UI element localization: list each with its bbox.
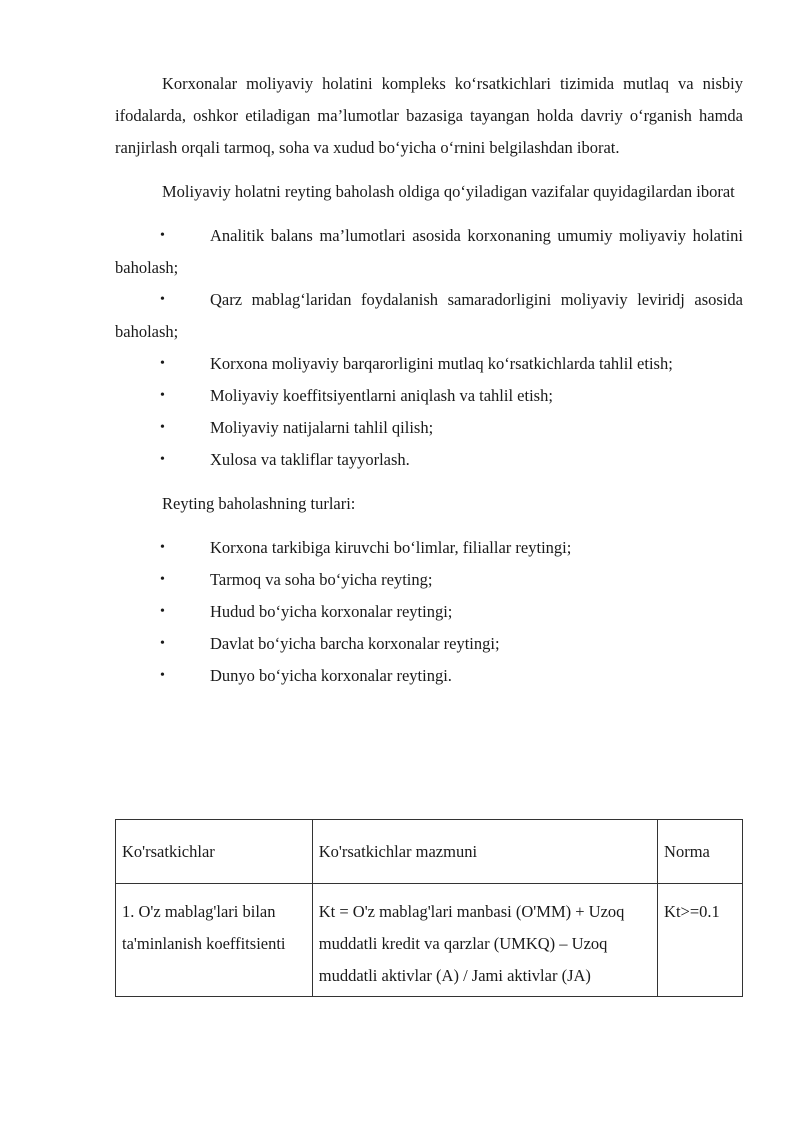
- list-item: • Analitik balans ma’lumotlari asosida korxonaning umumiy moliyaviy holatini baholash;: [115, 220, 743, 284]
- list-item: • Davlat bo‘yicha barcha korxonalar reytingi;: [115, 628, 743, 660]
- bullet-icon: •: [160, 668, 165, 683]
- bullet-icon: •: [160, 636, 165, 651]
- indicator-cell: 1. O'z mablag'lari bilan ta'minlanish koeffitsienti: [116, 884, 313, 997]
- intro-paragraph: Korxonalar moliyaviy holatini kompleks ko‘rsatkichlari tizimida mutlaq va nisbiy ifodalarda, oshkor etiladigan ma’lumotlar bazasiga tayangan holda davriy o‘rganish hamda ranjirlash orqali tarmoq, soha va xudud bo‘yicha o‘rnini belgilashdan iborat.: [115, 74, 743, 157]
- content-cell: Kt = O'z mablag'lari manbasi (O'MM) + Uzoq muddatli kredit va qarzlar (UMKQ) – Uzoq muddatli aktivlar (A) / Jami aktivlar (JA): [312, 884, 657, 997]
- list-item: • Korxona moliyaviy barqarorligini mutlaq ko‘rsatkichlarda tahlil etish;: [115, 348, 743, 380]
- tasks-list: [115, 220, 743, 476]
- column-header-indicators: Ko'rsatkichlar: [116, 820, 313, 884]
- indicators-table: [115, 819, 743, 997]
- bullet-icon: •: [160, 388, 165, 403]
- bullet-icon: •: [160, 452, 165, 467]
- bullet-icon: •: [160, 604, 165, 619]
- bullet-icon: •: [160, 572, 165, 587]
- table-header-row: [116, 820, 743, 884]
- list-item: • Xulosa va takliflar tayyorlash.: [115, 444, 743, 476]
- list-item: • Moliyaviy koeffitsiyentlarni aniqlash va tahlil etish;: [115, 380, 743, 412]
- rating-types-heading: Reyting baholashning turlari:: [162, 494, 356, 513]
- bullet-icon: •: [160, 420, 165, 435]
- bullet-icon: •: [160, 540, 165, 555]
- list-item: • Korxona tarkibiga kiruvchi bo‘limlar, filiallar reytingi;: [115, 532, 743, 564]
- column-header-norm: Norma: [658, 820, 743, 884]
- bullet-icon: •: [160, 228, 165, 243]
- norm-cell: Kt>=0.1: [658, 884, 743, 997]
- column-header-content: Ko'rsatkichlar mazmuni: [312, 820, 657, 884]
- bullet-icon: •: [160, 356, 165, 371]
- tasks-heading: Moliyaviy holatni reyting baholash oldiga qo‘yiladigan vazifalar quyidagilardan iborat: [162, 182, 735, 201]
- table-row: [116, 884, 743, 997]
- document-page: [115, 68, 743, 692]
- bullet-icon: •: [160, 292, 165, 307]
- list-item: • Hudud bo‘yicha korxonalar reytingi;: [115, 596, 743, 628]
- list-item: • Moliyaviy natijalarni tahlil qilish;: [115, 412, 743, 444]
- list-item: • Tarmoq va soha bo‘yicha reyting;: [115, 564, 743, 596]
- list-item: • Qarz mablag‘laridan foydalanish samaradorligini moliyaviy leviridj asosida baholash;: [115, 284, 743, 348]
- rating-types-list: [115, 532, 743, 692]
- list-item: • Dunyo bo‘yicha korxonalar reytingi.: [115, 660, 743, 692]
